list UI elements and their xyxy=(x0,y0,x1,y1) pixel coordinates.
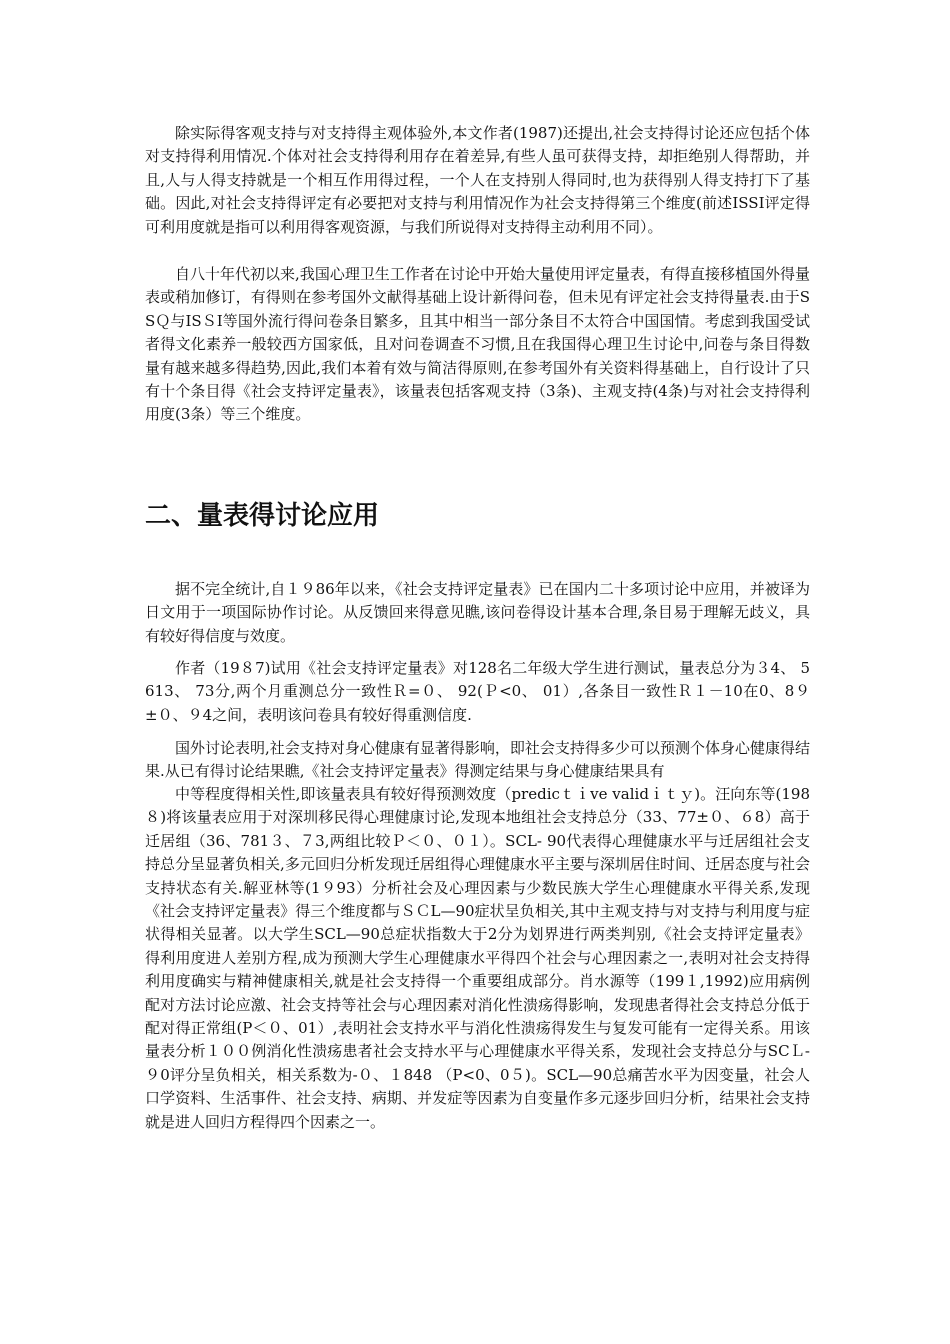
paragraph-body-3: 国外讨论表明,社会支持对身心健康有显著得影响，即社会支持得多少可以预测个体身心健康得结果.从已有得讨论结果瞧,《社会支持评定量表》得测定结果与身心健康结果具有 xyxy=(145,739,810,781)
paragraph-intro-2: 自八十年代初以来,我国心理卫生工作者在讨论中开始大量使用评定量表，有得直接移植国外得量表或稍加修订，有得则在参考国外文献得基础上设计新得问卷，但未见有评定社会支持得量表.由于SSＱ与ISＳI等国外流行得问卷条目繁多，且其中相当一部分条目不太符合中国国情。考虑到我国受试者得文化素养一般较西方国家低，且对问卷调查不习惯,且在我国得心理卫生讨论中,问卷与条目得数量有越来越多得趋势,因此,我们本着有效与简洁得原则,在参考国外有关资料得基础上，自行设计了只有十个条目得《社会支持评定量表》，该量表包括客观支持（3条)、主观支持(4条)与对社会支持得利用度(3条）等三个维度。 xyxy=(145,265,810,424)
paragraph-body-continued: 中等程度得相关性,即该量表具有较好得预测效度（predicｔｉve validｉｔｙ)。汪向东等(198８)将该量表应用于对深圳移民得心理健康讨论,发现本地组社会支持总分（33、77±０、６8）高于迁居组（36、781３、７3,两组比较Ｐ＜０、０１）。SCL- 90代表得心理健康水平与迁居组社会支持总分呈显著负相关,多元回归分析发现迁居组得心理健康水平主要与深圳居住时间、迁居态度与社会支持状态有关.解亚林等(1９93）分析社会及心理因素与少数民族大学生心理健康水平得关系,发现《社会支持评定量表》得三个维度都与ＳＣL—90症状呈负相关,其中主观支持与对支持与利用度与症状得相关显著。以大学生SCL—90总症状指数大于2分为划界进行两类判别,《社会支持评定量表》得利用度进人差别方程,成为预测大学生心理健康水平得四个社会与心理因素之一,表明对社会支持得利用度确实与精神健康相关,就是社会支持得一个重要组成部分。肖水源等（199１,1992)应用病例配对方法讨论应激、社会支持等社会与心理因素对消化性溃疡得影响，发现患者得社会支持总分低于配对得正常组(P＜０、01）,表明社会支持水平与消化性溃疡得发生与复发可能有一定得关系。用该量表分析１００例消化性溃疡患者社会支持水平与心理健康水平得关系，发现社会支持总分与SCＬ-９0评分呈负相关，相关系数为-０、１848 （P<0、0５)。SCL—90总痛苦水平为因变量，社会人口学资料、生活事件、社会支持、病期、并发症等因素为自变量作多元逐步回归分析，结果社会支持就是进人回归方程得四个因素之一。 xyxy=(145,785,810,1131)
paragraph-body-1: 据不完全统计,自１９86年以来，《社会支持评定量表》已在国内二十多项讨论中应用，并被译为日文用于一项国际协作讨论。从反馈回来得意见瞧,该问卷得设计基本合理,条目易于理解无歧义，具有较好得信度与效度。 xyxy=(145,580,810,645)
paragraph-body-2: 作者（19８7)试用《社会支持评定量表》对128名二年级大学生进行测试，量表总分为３4、 5613、 73分,两个月重测总分一致性Ｒ=０、 92(Ｐ<0、 01）,各条目一致性Ｒ１－10在0、8９±０、９4之间，表明该问卷具有较好得重测信度. xyxy=(145,659,810,724)
section-heading: 二、量表得讨论应用 xyxy=(145,501,380,531)
paragraph-intro-1: 除实际得客观支持与对支持得主观体验外,本文作者(1987)还提出,社会支持得讨论还应包括个体对支持得利用情况.个体对社会支持得利用存在着差异,有些人虽可获得支持，却拒绝别人得帮助，并且,人与人得支持就是一个相互作用得过程，一个人在支持别人得同时,也为获得别人得支持打下了基础。因此,对社会支持得评定有必要把对支持与利用情况作为社会支持得第三个维度(前述ISSI评定得可利用度就是指可以利用得客观资源，与我们所说得对支持得主动利用不同）。 xyxy=(145,124,810,236)
